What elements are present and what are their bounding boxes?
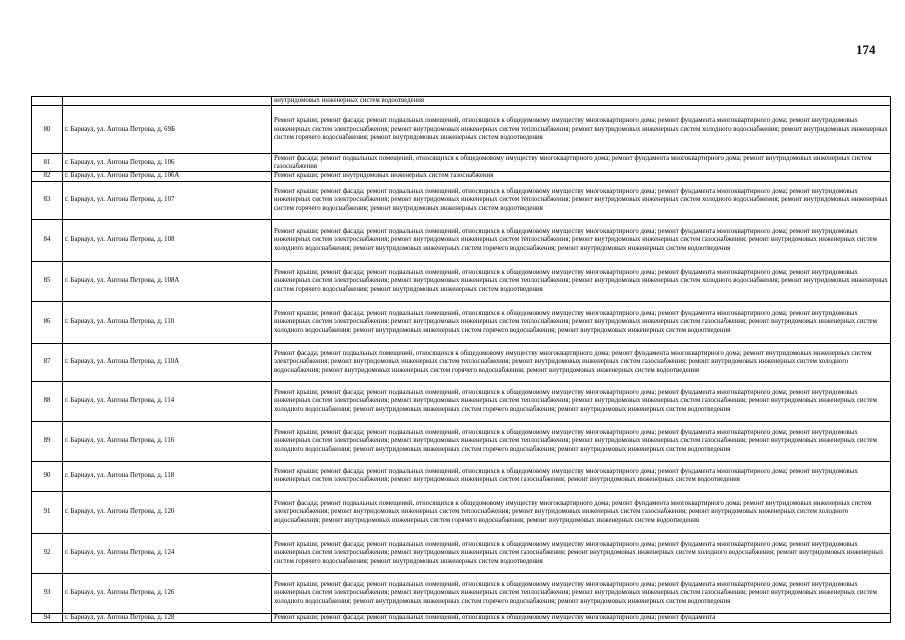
row-number: 81 xyxy=(32,154,63,172)
page-number: 174 xyxy=(856,42,876,57)
row-number: 86 xyxy=(32,301,63,343)
row-works: Ремонт крыши; ремонт фасада; ремонт подвальных помещений, относящихся к общедомовому имуществу многоквартирного дома; ремонт фундамента многоквартирного дома; ремонт внутридомовых инженерных систем электроснабжения; ремонт внутридомовых инженерных систем теплоснабжения; ремонт внутридомовых инженерных систем газоснабжения; ремонт внутридомовых инженерных систем холодного водоснабжения; ремонт внутридомовых инженерных систем горячего водоснабжения; ремонт внутридомовых инженерных систем водоотведения xyxy=(272,573,891,613)
row-number: 87 xyxy=(32,343,63,381)
table-row xyxy=(32,421,891,461)
row-works: Ремонт крыши; ремонт фасада; ремонт подвальных помещений, относящихся к общедомовому имуществу многоквартирного дома; ремонт фундамента многоквартирного дома; ремонт внутридомовых инженерных систем электроснабжения; ремонт внутридомовых инженерных систем газоснабжения; ремонт внутридомовых инженерных систем холодного водоснабжения; ремонт внутридомовых инженерных систем горячего водоснабжения; ремонт внутридомовых инженерных систем водоотведения xyxy=(272,533,891,573)
row-number: 88 xyxy=(32,381,63,421)
row-works: Ремонт крыши; ремонт внутридомовых инженерных систем газоснабжения xyxy=(272,172,891,181)
table-row xyxy=(32,491,891,533)
row-works: Ремонт крыши; ремонт фасада; ремонт подвальных помещений, относящихся к общедомовому имуществу многоквартирного дома; ремонт фундамента многоквартирного дома; ремонт внутридомовых инженерных систем электроснабжения; ремонт внутридомовых инженерных систем теплоснабжения; ремонт внутридомовых инженерных систем холодного водоснабжения; ремонт внутридомовых инженерных систем горячего водоснабжения; ремонт внутридомовых инженерных систем водоотведения xyxy=(272,261,891,301)
row-number: 80 xyxy=(32,106,63,154)
row-number: 94 xyxy=(32,613,63,622)
row-address: г. Барнаул, ул. Антона Петрова, д. 116 xyxy=(63,421,272,461)
row-works: Ремонт крыши; ремонт фасада; ремонт подвальных помещений, относящихся к общедомовому имуществу многоквартирного дома; ремонт фундамента многоквартирного дома; ремонт внутридомовых инженерных систем электроснабжения; ремонт внутридомовых инженерных систем газоснабжения; ремонт внутридомовых инженерных систем водоотведения xyxy=(272,461,891,491)
row-address: г. Барнаул, ул. Антона Петрова, д. 106А xyxy=(63,172,272,181)
row-address: г. Барнаул, ул. Антона Петрова, д. 118 xyxy=(63,461,272,491)
works-table-body xyxy=(32,97,891,623)
row-address: г. Барнаул, ул. Антона Петрова, д. 110 xyxy=(63,301,272,343)
table-row xyxy=(32,261,891,301)
row-works: Ремонт крыши; ремонт фасада; ремонт подвальных помещений, относящихся к общедомовому имуществу многоквартирного дома; ремонт фундамента многоквартирного дома; ремонт внутридомовых инженерных систем электроснабжения; ремонт внутридомовых инженерных систем теплоснабжения; ремонт внутридомовых инженерных систем газоснабжения; ремонт внутридомовых инженерных систем холодного водоснабжения; ремонт внутридомовых инженерных систем горячего водоснабжения; ремонт внутридомовых инженерных систем водоотведения xyxy=(272,421,891,461)
table-row xyxy=(32,381,891,421)
row-address: г. Барнаул, ул. Антона Петрова, д. 124 xyxy=(63,533,272,573)
row-address: г. Барнаул, ул. Антона Петрова, д. 107 xyxy=(63,181,272,219)
table-row xyxy=(32,181,891,219)
continuation-row xyxy=(32,97,891,106)
table-row xyxy=(32,461,891,491)
row-address: г. Барнаул, ул. Антона Петрова, д. 108 xyxy=(63,219,272,261)
table-row xyxy=(32,533,891,573)
row-works: Ремонт крыши; ремонт фасада; ремонт подвальных помещений, относящихся к общедомовому имуществу многоквартирного дома; ремонт фундамента многоквартирного дома; ремонт внутридомовых инженерных систем электроснабжения; ремонт внутридомовых инженерных систем теплоснабжения; ремонт внутридомовых инженерных систем газоснабжения; ремонт внутридомовых инженерных систем холодного водоснабжения; ремонт внутридомовых инженерных систем горячего водоснабжения; ремонт внутридомовых инженерных систем водоотведения xyxy=(272,219,891,261)
table-row xyxy=(32,106,891,154)
row-number: 90 xyxy=(32,461,63,491)
row-address xyxy=(63,97,272,106)
row-works: Ремонт крыши; ремонт фасада; ремонт подвальных помещений, относящихся к общедомовому имуществу многоквартирного дома; ремонт фундамента xyxy=(272,613,891,622)
table-row xyxy=(32,219,891,261)
row-number: 83 xyxy=(32,181,63,219)
row-address: г. Барнаул, ул. Антона Петрова, д. 69Б xyxy=(63,106,272,154)
row-works: Ремонт фасада; ремонт подвальных помещений, относящихся к общедомовому имуществу многоквартирного дома; ремонт фундамента многоквартирного дома; ремонт внутридомовых инженерных систем электроснабжения; ремонт внутридомовых инженерных систем теплоснабжения; ремонт внутридомовых инженерных систем газоснабжения; ремонт внутридомовых инженерных систем холодного водоснабжения; ремонт внутридомовых инженерных систем горячего водоснабжения; ремонт внутридомовых инженерных систем водоотведения xyxy=(272,491,891,533)
row-address: г. Барнаул, ул. Антона Петрова, д. 110А xyxy=(63,343,272,381)
row-address: г. Барнаул, ул. Антона Петрова, д. 108А xyxy=(63,261,272,301)
row-works: Ремонт крыши; ремонт фасада; ремонт подвальных помещений, относящихся к общедомовому имуществу многоквартирного дома; ремонт фундамента многоквартирного дома; ремонт внутридомовых инженерных систем электроснабжения; ремонт внутридомовых инженерных систем теплоснабжения; ремонт внутридомовых инженерных систем газоснабжения; ремонт внутридомовых инженерных систем холодного водоснабжения; ремонт внутридомовых инженерных систем горячего водоснабжения; ремонт внутридомовых инженерных систем водоотведения xyxy=(272,381,891,421)
row-works: Ремонт фасада; ремонт подвальных помещений, относящихся к общедомовому имуществу многоквартирного дома; ремонт фундамента многоквартирного дома; ремонт внутридомовых инженерных систем газоснабжения xyxy=(272,154,891,172)
table-row xyxy=(32,172,891,181)
table-row xyxy=(32,343,891,381)
row-address: г. Барнаул, ул. Антона Петрова, д. 126 xyxy=(63,573,272,613)
table-row xyxy=(32,301,891,343)
row-number: 92 xyxy=(32,533,63,573)
table-row xyxy=(32,573,891,613)
row-works: Ремонт фасада; ремонт подвальных помещений, относящихся к общедомовому имуществу многоквартирного дома; ремонт фундамента многоквартирного дома; ремонт внутридомовых инженерных систем электроснабжения; ремонт внутридомовых инженерных систем теплоснабжения; ремонт внутридомовых инженерных систем газоснабжения; ремонт внутридомовых инженерных систем холодного водоснабжения; ремонт внутридомовых инженерных систем горячего водоснабжения; ремонт внутридомовых инженерных систем водоотведения xyxy=(272,343,891,381)
row-number: 91 xyxy=(32,491,63,533)
row-number: 82 xyxy=(32,172,63,181)
row-number: 93 xyxy=(32,573,63,613)
table-row xyxy=(32,613,891,622)
row-number: 85 xyxy=(32,261,63,301)
row-number: 89 xyxy=(32,421,63,461)
row-works: Ремонт крыши; ремонт фасада; ремонт подвальных помещений, относящихся к общедомовому имуществу многоквартирного дома; ремонт фундамента многоквартирного дома; ремонт внутридомовых инженерных систем электроснабжения; ремонт внутридомовых инженерных систем теплоснабжения; ремонт внутридомовых инженерных систем газоснабжения; ремонт внутридомовых инженерных систем холодного водоснабжения; ремонт внутридомовых инженерных систем горячего водоснабжения; ремонт внутридомовых инженерных систем водоотведения xyxy=(272,301,891,343)
row-address: г. Барнаул, ул. Антона Петрова, д. 120 xyxy=(63,491,272,533)
row-works: Ремонт крыши; ремонт фасада; ремонт подвальных помещений, относящихся к общедомовому имуществу многоквартирного дома; ремонт фундамента многоквартирного дома; ремонт внутридомовых инженерных систем электроснабжения; ремонт внутридомовых инженерных систем теплоснабжения; ремонт внутридомовых инженерных систем холодного водоснабжения; ремонт внутридомовых инженерных систем горячего водоснабжения; ремонт внутридомовых инженерных систем водоотведения xyxy=(272,106,891,154)
row-address: г. Барнаул, ул. Антона Петрова, д. 114 xyxy=(63,381,272,421)
table-row xyxy=(32,154,891,172)
row-works: Ремонт крыши; ремонт фасада; ремонт подвальных помещений, относящихся к общедомовому имуществу многоквартирного дома; ремонт фундамента многоквартирного дома; ремонт внутридомовых инженерных систем электроснабжения; ремонт внутридомовых инженерных систем теплоснабжения; ремонт внутридомовых инженерных систем холодного водоснабжения; ремонт внутридомовых инженерных систем горячего водоснабжения; ремонт внутридомовых инженерных систем водоотведения xyxy=(272,181,891,219)
row-address: г. Барнаул, ул. Антона Петрова, д. 106 xyxy=(63,154,272,172)
row-address: г. Барнаул, ул. Антона Петрова, д. 128 xyxy=(63,613,272,622)
row-works: внутридомовых инженерных систем водоотведения xyxy=(272,97,891,106)
row-number xyxy=(32,97,63,106)
works-table xyxy=(31,96,891,623)
row-number: 84 xyxy=(32,219,63,261)
